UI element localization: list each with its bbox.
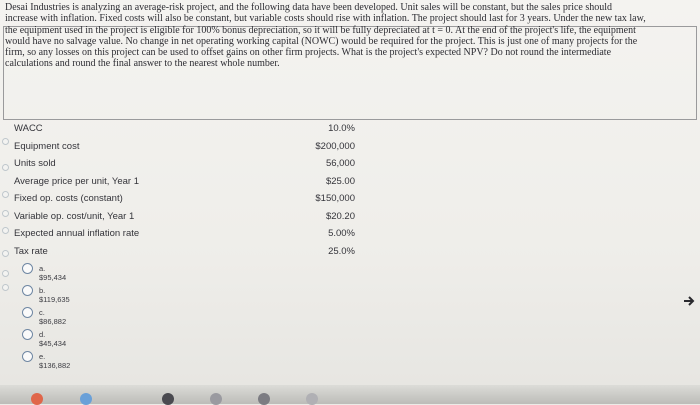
question-line: calculations and round the final answer to the nearest whole number. [5,58,280,70]
row-label: Expected annual inflation rate [14,228,140,239]
taskbar-app-icon[interactable] [210,393,222,405]
table-row [10,139,355,157]
radio-mark-icon [2,250,9,257]
option-label: a. $95,434 [39,264,67,282]
radio-button[interactable] [22,263,33,274]
radio-mark-icon [2,270,9,277]
row-label: Units sold [14,158,56,169]
taskbar-app-icon[interactable] [80,393,92,405]
radio-mark-icon [2,191,9,198]
row-label: WACC [14,123,43,134]
radio-button[interactable] [22,329,33,340]
question-line: would have no salvage value. No change in net operating working capital (NOWC) would be required for the project. This is just one of many projects for the [5,35,638,47]
row-value: 10.0% [328,123,355,134]
option-label: d. $45,434 [39,330,67,348]
radio-mark-icon [2,227,9,234]
bottom-edge [0,385,700,404]
row-label: Equipment cost [14,140,80,152]
row-value: 56,000 [325,158,355,169]
option-label: e. $136,882 [39,352,71,370]
row-value: $25.00 [325,175,355,187]
row-value: 25.0% [328,245,355,257]
row-value: $200,000 [315,140,355,152]
question-line: Desai Industries is analyzing an average-risk project, and the following data have been developed. Unit sales will be constant, but the sales price should [5,2,613,13]
question-line: increase with inflation. Fixed costs will also be constant, but variable costs should rise with inflation. The project should last for 3 years. Under the new tax law, [5,13,646,25]
row-label: Tax rate [14,245,48,257]
row-label: Fixed op. costs (constant) [14,193,123,204]
table-row [10,244,355,262]
table-row [10,191,355,209]
radio-mark-icon [2,164,9,171]
row-value: $150,000 [315,193,355,204]
question-line: firm, so any losses on this project can be used to offset gains on other firm projects. What is the project's expected NPV? Do not round the intermediate [5,47,612,59]
row-value: $20.20 [325,210,355,222]
option-label: b. $119,635 [39,286,70,304]
taskbar-app-icon[interactable] [31,393,43,405]
taskbar-app-icon[interactable] [258,393,270,405]
radio-mark-icon [2,210,9,217]
data-table [10,121,355,261]
radio-button[interactable] [22,351,33,362]
taskbar-app-icon[interactable] [306,393,318,405]
question-line: the equipment used in the project is eligible for 100% bonus depreciation, so it will be fully depreciated at t = 0. At the end of the project's life, the equipment [5,24,636,36]
radio-mark-icon [2,138,9,145]
radio-mark-icon [2,284,9,291]
cursor-arrow-icon [684,296,696,306]
question-text [5,2,695,70]
row-label: Variable op. cost/unit, Year 1 [14,210,135,222]
table-row [10,209,355,227]
radio-button[interactable] [22,285,33,296]
table-row [10,174,355,192]
table-row [10,226,355,244]
row-label: Average price per unit, Year 1 [14,175,139,187]
radio-button[interactable] [22,307,33,318]
row-value: 5.00% [328,228,355,239]
option-label: c. $86,882 [39,308,67,326]
table-row [10,156,355,174]
taskbar-app-icon[interactable] [162,393,174,405]
table-row [10,121,355,139]
